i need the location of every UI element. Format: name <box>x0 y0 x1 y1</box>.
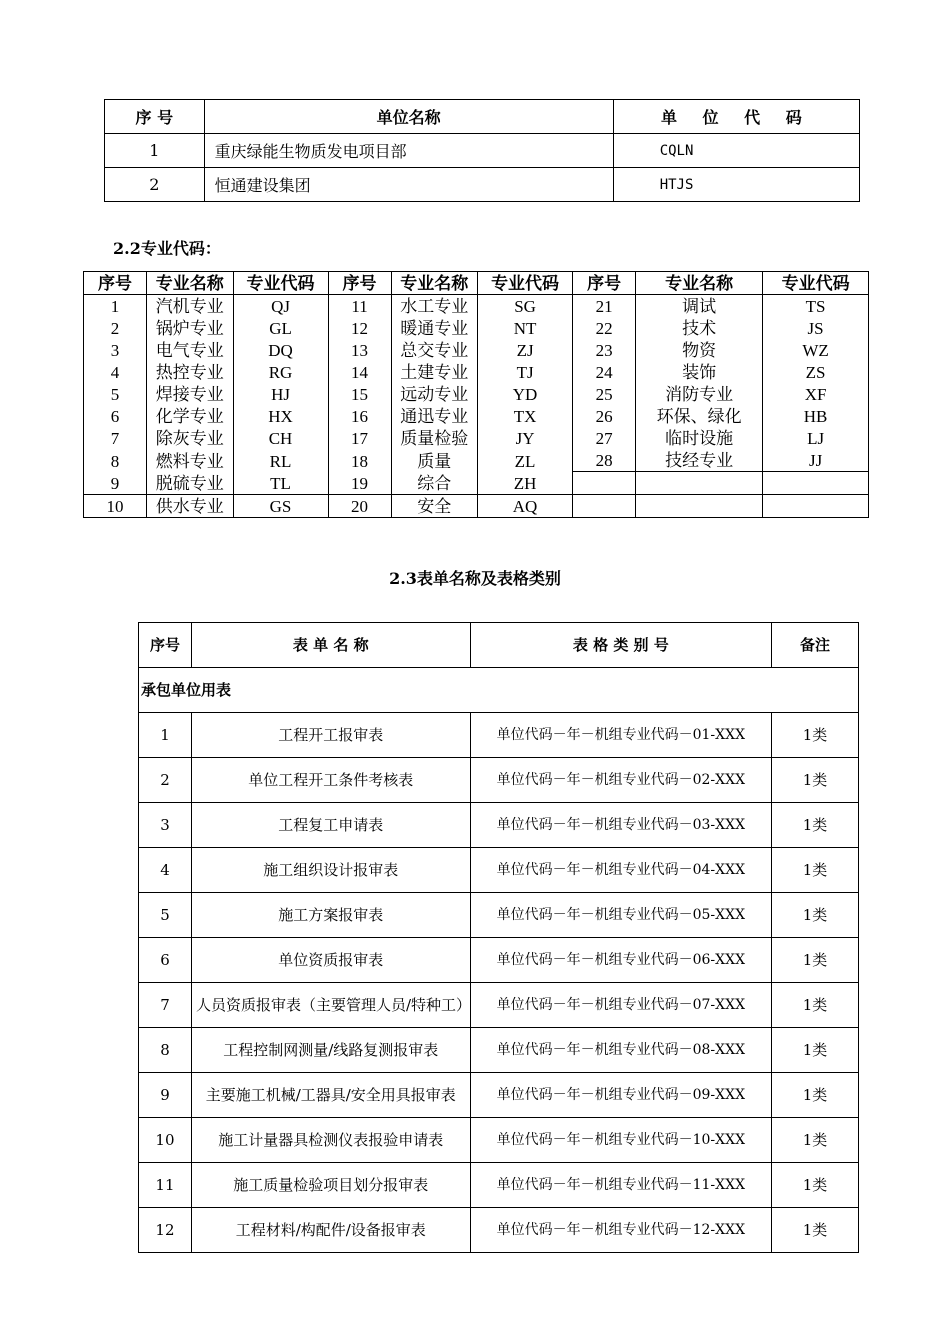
specialty-table-cell: 质量 <box>391 449 478 472</box>
specialty-table-cell: WZ <box>763 339 869 361</box>
form-table-cell: 单位工程开工条件考核表 <box>191 758 470 803</box>
specialty-table-cell: GS <box>233 495 328 518</box>
table-row <box>105 134 860 168</box>
specialty-table-cell: 10 <box>84 495 147 518</box>
form-table-cell: 1类 <box>772 938 859 983</box>
form-table-cell: 单位代码－年－机组专业代码－07-XXX <box>470 983 772 1028</box>
specialty-table-cell: TS <box>763 295 869 318</box>
specialty-table-cell: 水工专业 <box>391 295 478 318</box>
specialty-table-cell: 总交专业 <box>391 339 478 361</box>
specialty-table-cell: 11 <box>328 295 391 318</box>
unit-code-table <box>104 99 860 202</box>
specialty-table-cell: JS <box>763 317 869 339</box>
specialty-table-cell: 21 <box>573 295 636 318</box>
specialty-table-cell <box>763 495 869 518</box>
specialty-table-cell: YD <box>478 383 573 405</box>
specialty-table-cell: 土建专业 <box>391 361 478 383</box>
specialty-table-cell: ZL <box>478 449 573 472</box>
specialty-table-cell: 1 <box>84 295 147 318</box>
form-table-cell: 8 <box>139 1028 192 1073</box>
specialty-table-cell: 消防专业 <box>636 383 763 405</box>
specialty-table-header-row <box>84 272 869 295</box>
specialty-table-cell: 24 <box>573 361 636 383</box>
specialty-table-cell: 电气专业 <box>147 339 234 361</box>
form-table-group-row <box>139 668 859 713</box>
specialty-table-cell: 27 <box>573 427 636 449</box>
form-table-cell: 单位代码－年－机组专业代码－09-XXX <box>470 1073 772 1118</box>
table-row <box>84 472 869 495</box>
unit-table-header-cell: 序 号 <box>105 100 205 134</box>
unit-table-header-cell: 单位名称 <box>204 100 613 134</box>
table-row <box>105 168 860 202</box>
unit-table-cell: 2 <box>105 168 205 202</box>
specialty-table-cell: 燃料专业 <box>147 449 234 472</box>
specialty-table-cell: JJ <box>763 449 869 472</box>
specialty-table-cell: ZS <box>763 361 869 383</box>
form-table-header-cell: 表 格 类 别 号 <box>470 623 772 668</box>
specialty-table-cell: 环保、绿化 <box>636 405 763 427</box>
specialty-table-cell: 22 <box>573 317 636 339</box>
specialty-table-cell: 18 <box>328 449 391 472</box>
specialty-table-cell: 16 <box>328 405 391 427</box>
specialty-table-cell: 汽机专业 <box>147 295 234 318</box>
unit-table-cell: HTJS <box>613 168 859 202</box>
specialty-table-header-cell: 专业代码 <box>763 272 869 295</box>
form-table-cell: 5 <box>139 893 192 938</box>
specialty-table-cell: HB <box>763 405 869 427</box>
specialty-table-cell: TJ <box>478 361 573 383</box>
specialty-table-cell: 除灰专业 <box>147 427 234 449</box>
specialty-table-header-cell: 专业代码 <box>478 272 573 295</box>
form-table-cell: 1类 <box>772 1208 859 1253</box>
form-table-cell: 工程控制网测量/线路复测报审表 <box>191 1028 470 1073</box>
specialty-table-cell: 12 <box>328 317 391 339</box>
specialty-table-header-cell: 专业代码 <box>233 272 328 295</box>
section-heading-form-categories: 2.3表单名称及表格类别 <box>389 569 561 588</box>
form-table-cell: 1类 <box>772 1073 859 1118</box>
form-table-cell: 单位代码－年－机组专业代码－08-XXX <box>470 1028 772 1073</box>
table-row <box>84 405 869 427</box>
form-table-cell: 工程材料/构配件/设备报审表 <box>191 1208 470 1253</box>
form-table-cell: 1类 <box>772 758 859 803</box>
form-table-cell: 9 <box>139 1073 192 1118</box>
specialty-table-cell: 28 <box>573 449 636 472</box>
form-table-cell: 单位代码－年－机组专业代码－11-XXX <box>470 1163 772 1208</box>
specialty-table-cell: 23 <box>573 339 636 361</box>
specialty-table-cell: RG <box>233 361 328 383</box>
table-row <box>139 983 859 1028</box>
form-table-cell: 4 <box>139 848 192 893</box>
specialty-table-cell <box>573 472 636 495</box>
specialty-table-cell: ZH <box>478 472 573 495</box>
unit-table-cell: CQLN <box>613 134 859 168</box>
specialty-table-header-cell: 序号 <box>328 272 391 295</box>
specialty-table-cell: QJ <box>233 295 328 318</box>
form-table-cell: 单位资质报审表 <box>191 938 470 983</box>
table-row <box>139 938 859 983</box>
form-category-table <box>138 622 859 1253</box>
specialty-table-cell: 9 <box>84 472 147 495</box>
table-row <box>139 893 859 938</box>
form-table-cell: 单位代码－年－机组专业代码－02-XXX <box>470 758 772 803</box>
form-table-cell: 单位代码－年－机组专业代码－12-XXX <box>470 1208 772 1253</box>
table-row <box>84 427 869 449</box>
specialty-table-cell: 8 <box>84 449 147 472</box>
unit-table-cell: 重庆绿能生物质发电项目部 <box>204 134 613 168</box>
table-row <box>139 1208 859 1253</box>
specialty-table-cell: LJ <box>763 427 869 449</box>
table-row <box>139 803 859 848</box>
specialty-table-cell <box>573 495 636 518</box>
form-table-cell: 单位代码－年－机组专业代码－05-XXX <box>470 893 772 938</box>
form-table-cell: 1类 <box>772 983 859 1028</box>
form-table-cell: 单位代码－年－机组专业代码－03-XXX <box>470 803 772 848</box>
form-table-cell: 6 <box>139 938 192 983</box>
table-row <box>84 361 869 383</box>
form-table-cell: 1类 <box>772 803 859 848</box>
form-table-cell: 单位代码－年－机组专业代码－04-XXX <box>470 848 772 893</box>
specialty-table-cell: RL <box>233 449 328 472</box>
specialty-table-header-cell: 专业名称 <box>147 272 234 295</box>
specialty-table-cell: 5 <box>84 383 147 405</box>
form-table-cell: 单位代码－年－机组专业代码－06-XXX <box>470 938 772 983</box>
specialty-table-cell: DQ <box>233 339 328 361</box>
specialty-table-cell: 14 <box>328 361 391 383</box>
specialty-table-cell: 物资 <box>636 339 763 361</box>
form-table-cell: 施工质量检验项目划分报审表 <box>191 1163 470 1208</box>
specialty-table-cell: 综合 <box>391 472 478 495</box>
specialty-table-cell: 通迅专业 <box>391 405 478 427</box>
specialty-table-cell: NT <box>478 317 573 339</box>
specialty-table-cell: TL <box>233 472 328 495</box>
form-table-cell: 施工方案报审表 <box>191 893 470 938</box>
form-table-cell: 施工计量器具检测仪表报验申请表 <box>191 1118 470 1163</box>
specialty-table-cell: GL <box>233 317 328 339</box>
specialty-table-cell: 17 <box>328 427 391 449</box>
specialty-table-cell: 临时设施 <box>636 427 763 449</box>
form-table-cell: 单位代码－年－机组专业代码－01-XXX <box>470 713 772 758</box>
specialty-table-cell: TX <box>478 405 573 427</box>
table-row <box>139 1163 859 1208</box>
specialty-table-header-cell: 序号 <box>84 272 147 295</box>
specialty-table-header-cell: 专业名称 <box>636 272 763 295</box>
specialty-table-cell: 焊接专业 <box>147 383 234 405</box>
section-heading-specialty-codes: 2.2专业代码： <box>113 239 221 258</box>
form-table-cell: 10 <box>139 1118 192 1163</box>
specialty-table-cell: 质量检验 <box>391 427 478 449</box>
specialty-table-cell: HX <box>233 405 328 427</box>
specialty-table-cell <box>763 472 869 495</box>
specialty-code-table <box>83 271 869 518</box>
specialty-table-cell: 3 <box>84 339 147 361</box>
specialty-table-cell: 调试 <box>636 295 763 318</box>
specialty-table-cell: 锅炉专业 <box>147 317 234 339</box>
specialty-table-cell: 技经专业 <box>636 449 763 472</box>
table-row <box>84 339 869 361</box>
specialty-table-cell <box>636 472 763 495</box>
table-row <box>84 295 869 318</box>
specialty-table-cell: 20 <box>328 495 391 518</box>
table-row <box>84 495 869 518</box>
unit-table-header-cell: 单 位 代 码 <box>613 100 859 134</box>
form-group-label: 承包单位用表 <box>139 668 859 713</box>
specialty-table-cell: 13 <box>328 339 391 361</box>
table-row <box>139 1118 859 1163</box>
form-table-cell: 3 <box>139 803 192 848</box>
specialty-table-cell: 远动专业 <box>391 383 478 405</box>
table-row <box>139 1073 859 1118</box>
form-table-cell: 1 <box>139 713 192 758</box>
table-row <box>84 317 869 339</box>
unit-table-cell: 恒通建设集团 <box>204 168 613 202</box>
specialty-table-cell: 7 <box>84 427 147 449</box>
specialty-table-cell: 26 <box>573 405 636 427</box>
specialty-table-cell: JY <box>478 427 573 449</box>
form-table-cell: 12 <box>139 1208 192 1253</box>
specialty-table-header-cell: 专业名称 <box>391 272 478 295</box>
specialty-table-cell: 4 <box>84 361 147 383</box>
form-table-cell: 主要施工机械/工器具/安全用具报审表 <box>191 1073 470 1118</box>
form-table-header-row <box>139 623 859 668</box>
unit-table-cell: 1 <box>105 134 205 168</box>
form-table-header-cell: 表 单 名 称 <box>191 623 470 668</box>
form-table-header-cell: 序号 <box>139 623 192 668</box>
table-row <box>139 758 859 803</box>
specialty-table-cell: 15 <box>328 383 391 405</box>
unit-table-header-row <box>105 100 860 134</box>
table-row <box>139 713 859 758</box>
specialty-table-cell: 25 <box>573 383 636 405</box>
specialty-table-cell: ZJ <box>478 339 573 361</box>
specialty-table-cell: 暖通专业 <box>391 317 478 339</box>
specialty-table-cell: SG <box>478 295 573 318</box>
form-table-cell: 工程开工报审表 <box>191 713 470 758</box>
form-table-cell: 1类 <box>772 893 859 938</box>
specialty-table-cell: 技术 <box>636 317 763 339</box>
table-row <box>84 383 869 405</box>
specialty-table-cell: CH <box>233 427 328 449</box>
specialty-table-cell: 2 <box>84 317 147 339</box>
form-table-cell: 1类 <box>772 1118 859 1163</box>
form-table-header-cell: 备注 <box>772 623 859 668</box>
table-row <box>84 449 869 472</box>
specialty-table-cell: HJ <box>233 383 328 405</box>
form-table-cell: 工程复工申请表 <box>191 803 470 848</box>
specialty-table-cell: AQ <box>478 495 573 518</box>
specialty-table-cell: 19 <box>328 472 391 495</box>
form-table-cell: 2 <box>139 758 192 803</box>
form-table-cell: 单位代码－年－机组专业代码－10-XXX <box>470 1118 772 1163</box>
table-row <box>139 848 859 893</box>
table-row <box>139 1028 859 1073</box>
form-table-cell: 7 <box>139 983 192 1028</box>
form-table-cell: 施工组织设计报审表 <box>191 848 470 893</box>
specialty-table-cell: 化学专业 <box>147 405 234 427</box>
form-table-cell: 人员资质报审表（主要管理人员/特种工） <box>191 983 470 1028</box>
specialty-table-cell: 装饰 <box>636 361 763 383</box>
specialty-table-cell: 供水专业 <box>147 495 234 518</box>
specialty-table-header-cell: 序号 <box>573 272 636 295</box>
specialty-table-cell: 脱硫专业 <box>147 472 234 495</box>
specialty-table-cell: 热控专业 <box>147 361 234 383</box>
form-table-cell: 11 <box>139 1163 192 1208</box>
specialty-table-cell <box>636 495 763 518</box>
form-table-cell: 1类 <box>772 848 859 893</box>
form-table-cell: 1类 <box>772 1163 859 1208</box>
specialty-table-cell: XF <box>763 383 869 405</box>
form-table-cell: 1类 <box>772 713 859 758</box>
specialty-table-cell: 6 <box>84 405 147 427</box>
specialty-table-cell: 安全 <box>391 495 478 518</box>
form-table-cell: 1类 <box>772 1028 859 1073</box>
